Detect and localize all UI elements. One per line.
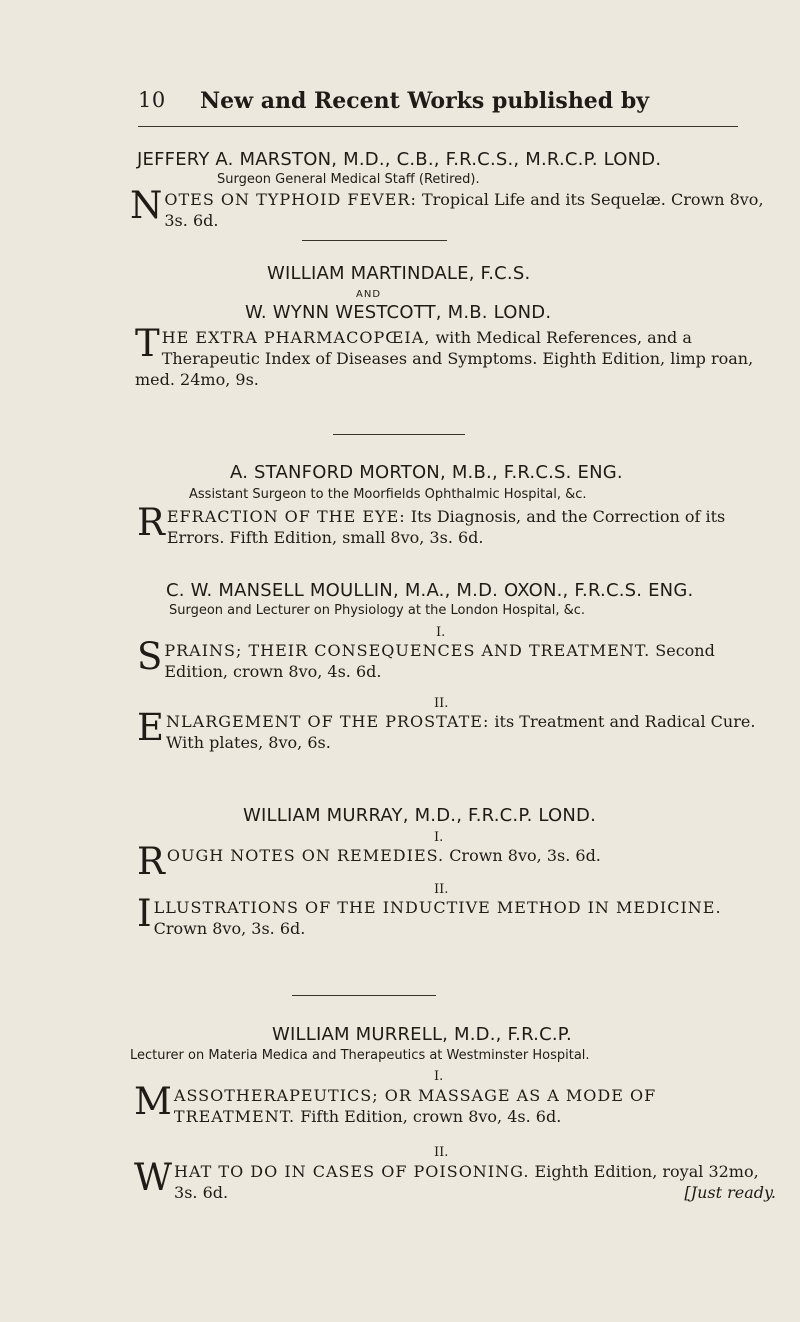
book-details: Fifth Edition, crown 8vo, 4s. 6d. [300, 1107, 562, 1126]
book-details: with Medical References, and a Therapeutic Index of Diseases and Symptoms. Eighth Edition, limp roan, med. 24mo, 9s. [135, 328, 754, 389]
book-entry [130, 184, 772, 231]
book-title: ASSOTHERAPEUTICS; OR MASSAGE AS A MODE OF TREATMENT. [173, 1086, 657, 1126]
author-name: A. STANFORD MORTON, M.B., F.R.C.S. ENG. [230, 462, 623, 483]
book-entry [134, 1080, 776, 1127]
work-number: II. [434, 882, 449, 897]
author-subtitle: Surgeon and Lecturer on Physiology at the London Hospital, &c. [169, 603, 586, 618]
book-title: EFRACTION OF THE EYE: [166, 507, 406, 526]
book-title: LLUSTRATIONS OF THE INDUCTIVE METHOD IN MEDICINE. [153, 898, 722, 917]
author-name: WILLIAM MARTINDALE, F.C.S. [267, 263, 531, 284]
availability-note: [Just ready. [684, 1183, 776, 1202]
drop-cap: N [130, 184, 163, 227]
book-entry [137, 635, 779, 682]
book-entry [134, 1156, 776, 1203]
book-details: Crown 8vo, 3s. 6d. [449, 846, 601, 865]
book-title: OUGH NOTES ON REMEDIES. [166, 846, 445, 865]
book-details: Its Diagnosis, and the Correction of its Errors. Fifth Edition, small 8vo, 3s. 6d. [166, 507, 726, 547]
work-number: II. [434, 696, 449, 711]
book-details: its Treatment and Radical Cure. With plates, 8vo, 6s. [166, 712, 756, 752]
book-details: Tropical Life and its Sequelæ. Crown 8vo, 3s. 6d. [164, 190, 764, 230]
work-number: I. [434, 1069, 444, 1084]
drop-cap: R [137, 840, 165, 883]
book-title: NLARGEMENT OF THE PROSTATE: [166, 712, 490, 731]
book-title: HAT TO DO IN CASES OF POISONING. [174, 1162, 530, 1181]
drop-cap: R [137, 501, 165, 544]
author-name: WILLIAM MURRAY, M.D., F.R.C.P. LOND. [243, 805, 597, 826]
page-number: 10 [138, 88, 166, 112]
author-name: W. WYNN WESTCOTT, M.B. LOND. [245, 302, 552, 323]
author-subtitle: Assistant Surgeon to the Moorfields Ophthalmic Hospital, &c. [189, 487, 587, 502]
book-details: Eighth Edition, royal 32mo, 3s. 6d. [174, 1162, 759, 1202]
drop-cap: T [135, 322, 160, 365]
book-entry [137, 501, 779, 548]
section-divider [302, 240, 447, 241]
book-details: Second Edition, crown 8vo, 4s. 6d. [164, 641, 715, 681]
drop-cap: M [134, 1080, 172, 1123]
work-number: I. [436, 625, 446, 640]
book-title: PRAINS; THEIR CONSEQUENCES AND TREATMENT. [164, 641, 651, 660]
book-entry [135, 322, 777, 390]
author-name: WILLIAM MURRELL, M.D., F.R.C.P. [272, 1024, 572, 1045]
book-entry [137, 706, 779, 753]
author-name: C. W. MANSELL MOULLIN, M.A., M.D. OXON., F.R.C.S. ENG. [166, 580, 694, 601]
and-word: AND [356, 289, 382, 300]
section-divider [333, 434, 465, 435]
author-subtitle: Surgeon General Medical Staff (Retired). [217, 172, 480, 187]
author-subtitle: Lecturer on Materia Medica and Therapeutics at Westminster Hospital. [130, 1048, 590, 1063]
book-entry [137, 840, 779, 883]
work-number: I. [434, 830, 444, 845]
running-title: New and Recent Works published by [200, 88, 650, 114]
book-details: Crown 8vo, 3s. 6d. [153, 919, 306, 938]
drop-cap: I [137, 892, 152, 935]
book-entry [137, 892, 779, 939]
drop-cap: W [134, 1156, 173, 1199]
work-number: II. [434, 1145, 449, 1160]
drop-cap: E [137, 706, 165, 749]
section-divider [292, 995, 436, 996]
drop-cap: S [137, 635, 163, 678]
book-title: OTES ON TYPHOID FEVER: [164, 190, 417, 209]
book-title: HE EXTRA PHARMACOPŒIA, [161, 328, 431, 347]
author-name: JEFFERY A. MARSTON, M.D., C.B., F.R.C.S., M.R.C.P. LOND. [137, 149, 662, 170]
